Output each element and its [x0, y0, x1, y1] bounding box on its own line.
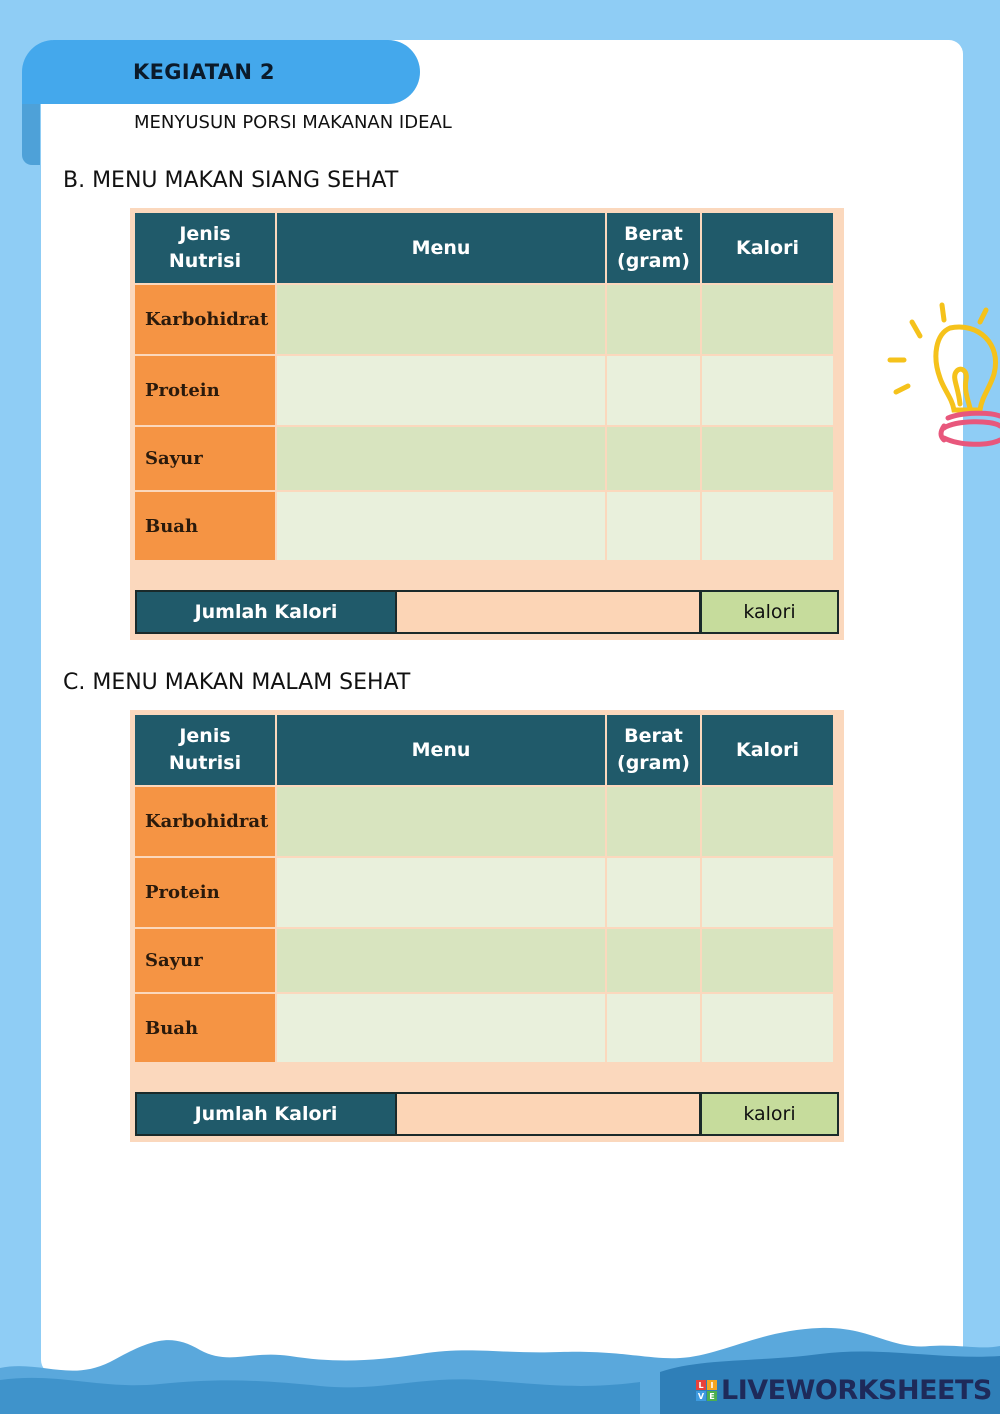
- menu-cell-sayur[interactable]: [277, 929, 605, 992]
- header-berat-line1: Berat: [624, 223, 683, 245]
- menu-cell-karbohidrat[interactable]: [277, 787, 605, 856]
- liveworksheets-logo: [696, 1375, 992, 1406]
- row-label-buah: Buah: [135, 994, 275, 1062]
- row-label-sayur: Sayur: [135, 427, 275, 490]
- section-title-lunch: B. MENU MAKAN SIANG SEHAT: [63, 168, 399, 193]
- menu-cell-protein[interactable]: [277, 858, 605, 927]
- row-label-sayur: Sayur: [135, 929, 275, 992]
- berat-cell-sayur[interactable]: [607, 929, 700, 992]
- activity-title: KEGIATAN 2: [133, 60, 275, 84]
- header-berat-line2: (gram): [617, 250, 690, 272]
- kalori-cell-protein[interactable]: [702, 356, 833, 425]
- berat-cell-karbohidrat[interactable]: [607, 285, 700, 354]
- berat-cell-buah[interactable]: [607, 994, 700, 1062]
- kalori-cell-buah[interactable]: [702, 994, 833, 1062]
- total-calories-label: Jumlah Kalori: [135, 590, 397, 634]
- header-tab-fold: [22, 100, 40, 165]
- logo-letter-i: I: [707, 1380, 717, 1390]
- column-header-berat: [607, 715, 700, 785]
- lightbulb-icon: [882, 300, 1000, 460]
- berat-cell-buah[interactable]: [607, 492, 700, 560]
- kalori-cell-buah[interactable]: [702, 492, 833, 560]
- section-title-dinner: C. MENU MAKAN MALAM SEHAT: [63, 670, 411, 695]
- header-berat-line1: Berat: [624, 725, 683, 747]
- column-header-jenis-nutrisi: [135, 213, 275, 283]
- activity-subtitle: MENYUSUN PORSI MAKANAN IDEAL: [134, 112, 452, 133]
- column-header-kalori: Kalori: [702, 715, 833, 785]
- header-jenis-line2: Nutrisi: [168, 752, 242, 774]
- kalori-cell-karbohidrat[interactable]: [702, 787, 833, 856]
- row-label-protein: Protein: [135, 356, 275, 425]
- logo-letter-l: L: [696, 1380, 706, 1390]
- column-header-menu: Menu: [277, 715, 605, 785]
- kalori-cell-sayur[interactable]: [702, 929, 833, 992]
- brand-name: LIVEWORKSHEETS: [721, 1375, 992, 1406]
- menu-cell-buah[interactable]: [277, 492, 605, 560]
- column-header-jenis-nutrisi: [135, 715, 275, 785]
- logo-letter-v: V: [697, 1391, 705, 1401]
- brand-logo-icon: [696, 1380, 717, 1401]
- row-label-karbohidrat: Karbohidrat: [135, 285, 275, 354]
- header-jenis-line2: Nutrisi: [168, 250, 242, 272]
- kalori-cell-protein[interactable]: [702, 858, 833, 927]
- total-calories-input[interactable]: [397, 1092, 701, 1136]
- logo-letter-e: E: [707, 1391, 717, 1401]
- kalori-cell-karbohidrat[interactable]: [702, 285, 833, 354]
- row-label-protein: Protein: [135, 858, 275, 927]
- lunch-menu-table: [130, 208, 844, 640]
- berat-cell-sayur[interactable]: [607, 427, 700, 490]
- calorie-unit-label: kalori: [701, 1092, 839, 1136]
- menu-cell-sayur[interactable]: [277, 427, 605, 490]
- dinner-menu-table: [130, 710, 844, 1142]
- header-jenis-line1: Jenis: [179, 725, 231, 747]
- berat-cell-protein[interactable]: [607, 356, 700, 425]
- total-calories-label: Jumlah Kalori: [135, 1092, 397, 1136]
- menu-cell-karbohidrat[interactable]: [277, 285, 605, 354]
- column-header-berat: [607, 213, 700, 283]
- menu-cell-protein[interactable]: [277, 356, 605, 425]
- column-header-kalori: Kalori: [702, 213, 833, 283]
- header-jenis-line1: Jenis: [179, 223, 231, 245]
- header-berat-line2: (gram): [617, 752, 690, 774]
- calorie-unit-label: kalori: [701, 590, 839, 634]
- berat-cell-protein[interactable]: [607, 858, 700, 927]
- column-header-menu: Menu: [277, 213, 605, 283]
- total-calories-input[interactable]: [397, 590, 701, 634]
- menu-cell-buah[interactable]: [277, 994, 605, 1062]
- berat-cell-karbohidrat[interactable]: [607, 787, 700, 856]
- kalori-cell-sayur[interactable]: [702, 427, 833, 490]
- row-label-karbohidrat: Karbohidrat: [135, 787, 275, 856]
- row-label-buah: Buah: [135, 492, 275, 560]
